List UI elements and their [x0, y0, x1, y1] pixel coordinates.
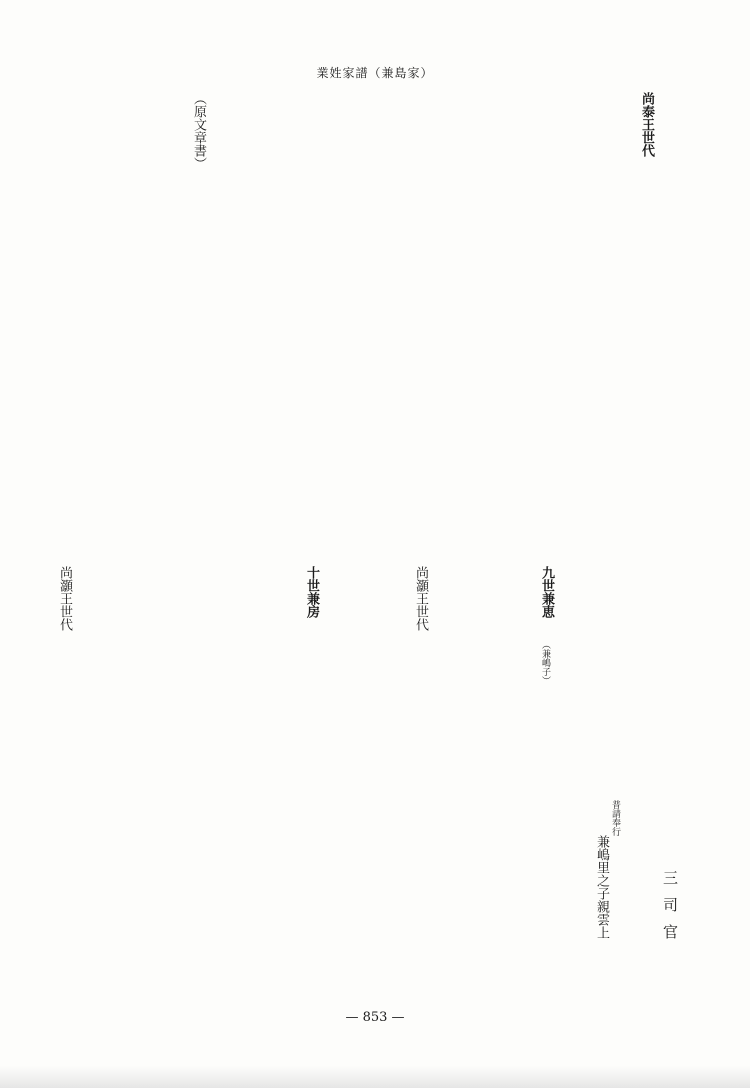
source-note: （原文章書）	[191, 92, 206, 170]
ninth-generation-name: 九世兼恵	[539, 566, 554, 618]
ancestor-label-b: 尚灝王世代	[413, 566, 428, 631]
office-note: 普請奉行	[610, 800, 620, 836]
ancestor-label-c: 尚灝王世代	[57, 566, 72, 631]
running-header: 業姓家譜（兼島家）	[316, 66, 434, 80]
page-number: — 853 —	[345, 1010, 405, 1025]
tail-name: 兼嶋里之子親雲上	[594, 835, 609, 939]
tenth-generation-name: 十世兼房	[304, 566, 319, 618]
ninth-generation-sub: （兼嶋子）	[540, 640, 550, 685]
ancestor-label: 尚泰王世代	[639, 92, 654, 157]
scan-edge	[0, 1066, 750, 1088]
office-title: 三司官	[661, 870, 679, 951]
